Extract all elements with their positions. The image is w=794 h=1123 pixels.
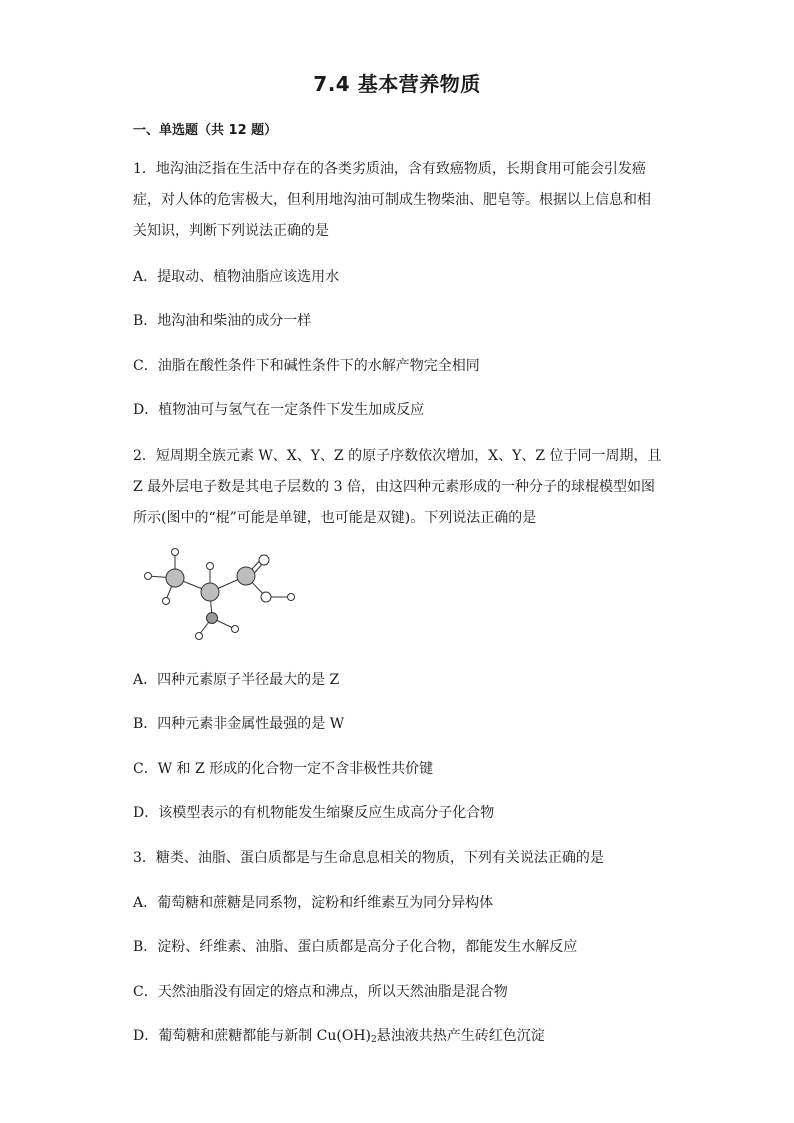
oxygen-atom: [261, 592, 271, 602]
hydrogen-atom: [163, 598, 170, 605]
q3-option-a: A．葡萄糖和蔗糖是同系物，淀粉和纤维素互为同分异构体: [133, 895, 494, 911]
q1-option-a: A．提取动、植物油脂应该选用水: [133, 269, 340, 285]
carbon-atom: [201, 583, 219, 601]
q3-option-d-text: D．葡萄糖和蔗糖都能与新制 Cu(OH): [133, 1028, 372, 1044]
q3-stem-line-1: 3．糖类、油脂、蛋白质都是与生命息息相关的物质，下列有关说法正确的是: [133, 850, 604, 866]
q1-option-c: C．油脂在酸性条件下和碱性条件下的水解产物完全相同: [133, 358, 480, 374]
q1-option-b: B．地沟油和柴油的成分一样: [133, 313, 312, 329]
q1-stem-line-2: 症，对人体的危害极大，但利用地沟油可制成生物柴油、肥皂等。根据以上信息和相: [133, 192, 651, 208]
hydrogen-atom: [288, 594, 295, 601]
q2-stem-line-2: Z 最外层电子数是其电子层数的 3 倍，由这四种元素形成的一种分子的球棍模型如图: [133, 479, 655, 495]
hydrogen-atom: [172, 549, 179, 556]
q3-option-d: [133, 1025, 545, 1045]
carbon-atom: [166, 569, 184, 587]
q1-option-d: D．植物油可与氢气在一定条件下发生加成反应: [133, 402, 425, 418]
hydrogen-atom: [145, 573, 152, 580]
q3-option-d-subscript: 2: [371, 1035, 377, 1045]
q1-stem-line-1: 1．地沟油泛指在生活中存在的各类劣质油，含有致癌物质，长期食用可能会引发癌: [133, 161, 646, 177]
q2-option-a: A．四种元素原子半径最大的是 Z: [133, 672, 340, 688]
q2-stem-line-1: 2．短周期全族元素 W、X、Y、Z 的原子序数依次增加，X、Y、Z 位于同一周期，且: [133, 448, 662, 464]
q3-option-c: C．天然油脂没有固定的熔点和沸点，所以天然油脂是混合物: [133, 984, 508, 1000]
oxygen-atom: [259, 555, 269, 565]
nitrogen-atom: [207, 613, 218, 624]
q3-option-d-text-end: 悬浊液共热产生砖红色沉淀: [376, 1028, 545, 1044]
carbon-atom: [237, 567, 255, 585]
hydrogen-atom: [196, 633, 203, 640]
q2-option-d: D．该模型表示的有机物能发生缩聚反应生成高分子化合物: [133, 805, 495, 821]
section-heading: 一、单选题（共 12 题）: [133, 123, 278, 138]
page-title: 7.4 基本营养物质: [313, 72, 481, 96]
hydrogen-atom: [232, 626, 239, 633]
q1-stem-line-3: 关知识，判断下列说法正确的是: [133, 223, 329, 239]
ball-and-stick-model-figure: [130, 540, 310, 640]
q2-stem-line-3: 所示(图中的“棍”可能是单键，也可能是双键)。下列说法正确的是: [133, 510, 537, 526]
q2-option-c: C．W 和 Z 形成的化合物一定不含非极性共价键: [133, 761, 434, 777]
hydrogen-atom: [207, 563, 214, 570]
q2-option-b: B．四种元素非金属性最强的是 W: [133, 716, 345, 732]
q3-option-b: B．淀粉、纤维素、油脂、蛋白质都是高分子化合物，都能发生水解反应: [133, 939, 578, 955]
